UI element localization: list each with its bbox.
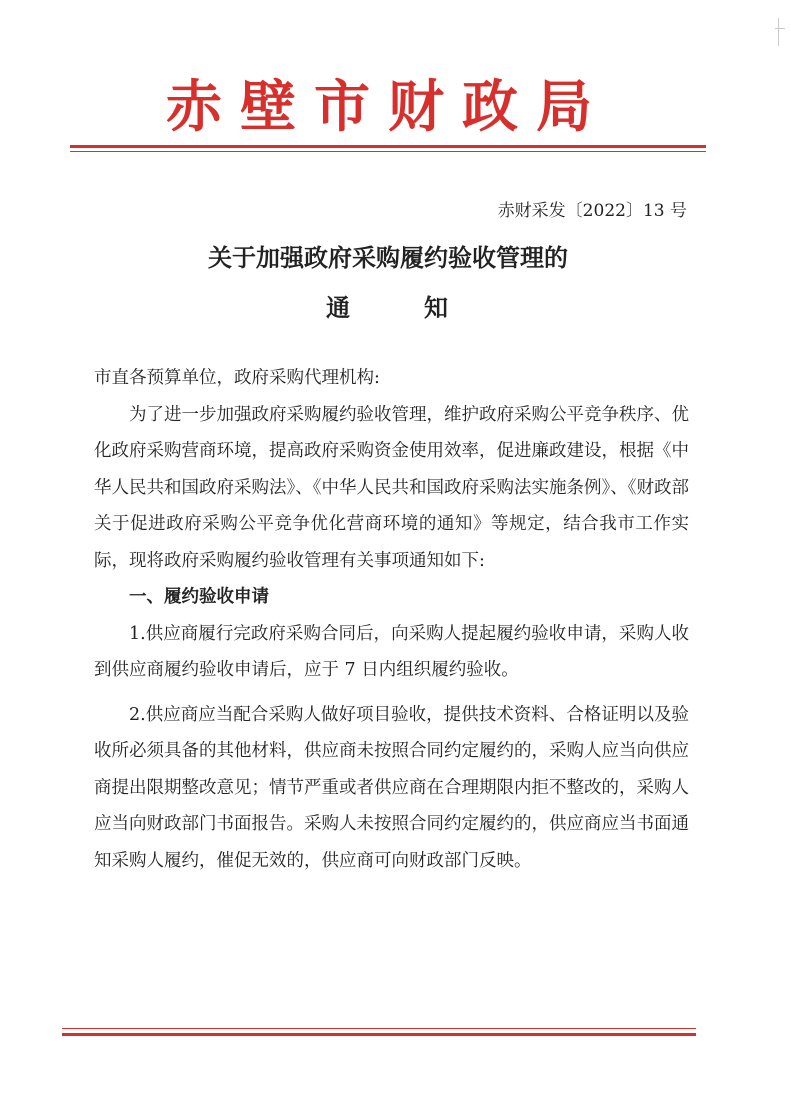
- title-line-2: [70, 292, 706, 324]
- footer-rule-thin: [62, 1028, 696, 1029]
- document-title: [70, 242, 706, 324]
- title-char-2: 知: [424, 293, 450, 322]
- title-line-1: 关于加强政府采购履约验收管理的: [208, 243, 568, 272]
- intro-paragraph: 为了进一步加强政府采购履约验收管理，维护政府采购公平竞争秩序、优化政府采购营商环境，提高政府采购资金使用效率，促进廉政建设，根据《中华人民共和国政府采购法》、《中华人民共和国政府采购法实施条例》、《财政部关于促进政府采购公平竞争优化营商环境的通知》等规定，结合我市工作实际，现将政府采购履约验收管理有关事项通知如下:: [94, 404, 689, 571]
- document-body: [94, 360, 689, 879]
- section-heading: 一、履约验收申请: [129, 587, 269, 607]
- crop-mark: [778, 18, 779, 46]
- header-rule-thin: [70, 151, 706, 152]
- footer-rule-thick: [62, 1033, 696, 1036]
- issuer-header: 赤壁市财政局: [166, 74, 610, 140]
- salutation: 市直各预算单位，政府采购代理机构:: [94, 368, 380, 388]
- document-number: 赤财采发〔2022〕13 号: [497, 201, 687, 221]
- paragraph-item-2: 2.供应商应当配合采购人做好项目验收，提供技术资料、合格证明以及验收所必须具备的其他材料，供应商未按照合同约定履约的，采购人应当向供应商提出限期整改意见；情节严重或者供应商在合理期限内拒不整改的，采购人应当向财政部门书面报告。采购人未按照合同约定履约的，供应商应当书面通知采购人履约，催促无效的，供应商可向财政部门反映。: [94, 704, 689, 871]
- title-char-1: 通: [326, 293, 352, 322]
- header-rule-thick: [70, 145, 706, 148]
- paragraph-item-1: 1.供应商履行完政府采购合同后，向采购人提起履约验收申请，采购人收到供应商履约验收申请后，应于 7 日内组织履约验收。: [94, 623, 689, 680]
- crop-mark: [775, 28, 785, 29]
